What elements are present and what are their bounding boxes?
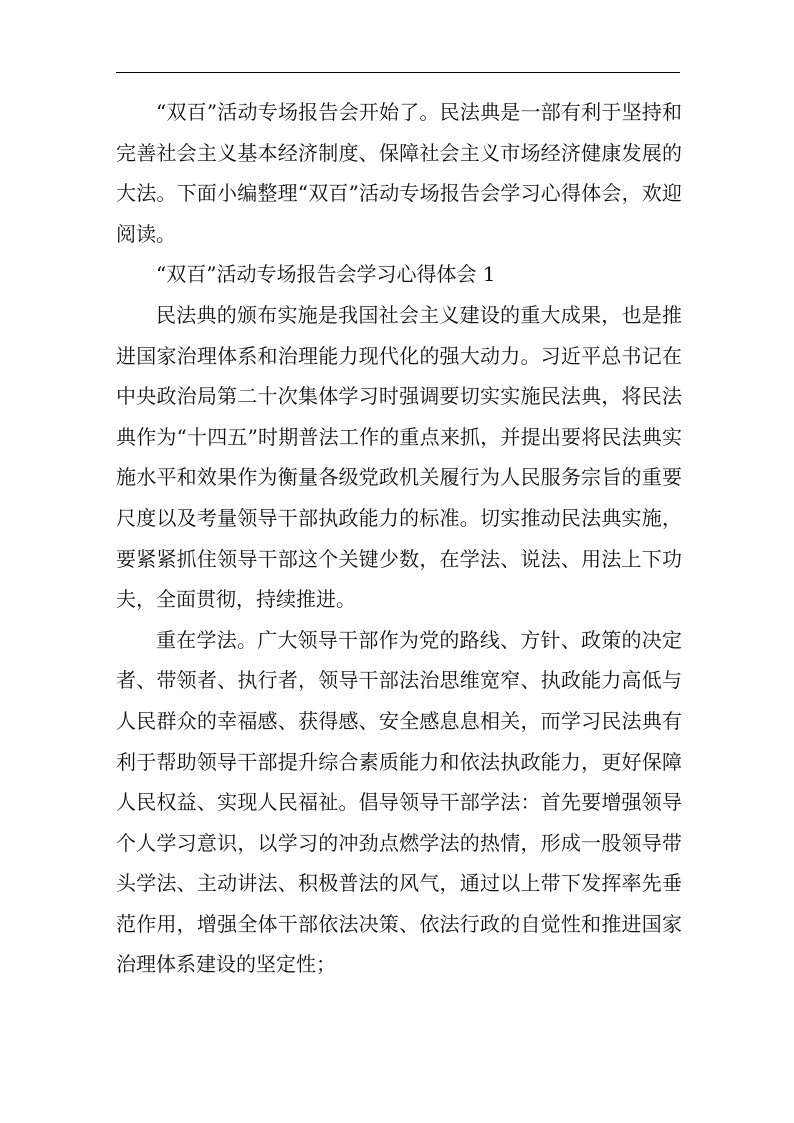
intro-paragraph: “双百”活动专场报告会开始了。民法典是一部有利于坚持和完善社会主义基本经济制度、保障社会主义市场经济健康发展的大法。下面小编整理“双百”活动专场报告会学习心得体会，欢迎阅读。 — [116, 100, 682, 246]
document-body — [116, 92, 682, 985]
body-paragraph-2: 重在学法。广大领导干部作为党的路线、方针、政策的决定者、带领者、执行者，领导干部法治思维宽窄、执政能力高低与人民群众的幸福感、获得感、安全感息息相关，而学习民法典有利于帮助领导干部提升综合素质能力和依法执政能力，更好保障人民权益、实现人民福祉。倡导领导干部学法：首先要增强领导个人学习意识，以学习的冲劲点燃学法的热情，形成一股领导带头学法、主动讲法、积极普法的风气，通过以上带下发挥率先垂范作用，增强全体干部依法决策、依法行政的自觉性和推进国家治理体系建设的坚定性； — [116, 627, 682, 977]
header-rule — [116, 72, 680, 73]
section-title: “双百”活动专场报告会学习心得体会 1 — [156, 262, 496, 287]
body-paragraph-1: 民法典的颁布实施是我国社会主义建设的重大成果，也是推进国家治理体系和治理能力现代化的强大动力。习近平总书记在中央政治局第二十次集体学习时强调要切实实施民法典，将民法典作为“十四五”时期普法工作的重点来抓，并提出要将民法典实施水平和效果作为衡量各级党政机关履行为人民服务宗旨的重要尺度以及考量领导干部执政能力的标准。切实推动民法典实施，要紧紧抓住领导干部这个关键少数，在学法、说法、用法上下功夫，全面贯彻，持续推进。 — [116, 302, 682, 612]
